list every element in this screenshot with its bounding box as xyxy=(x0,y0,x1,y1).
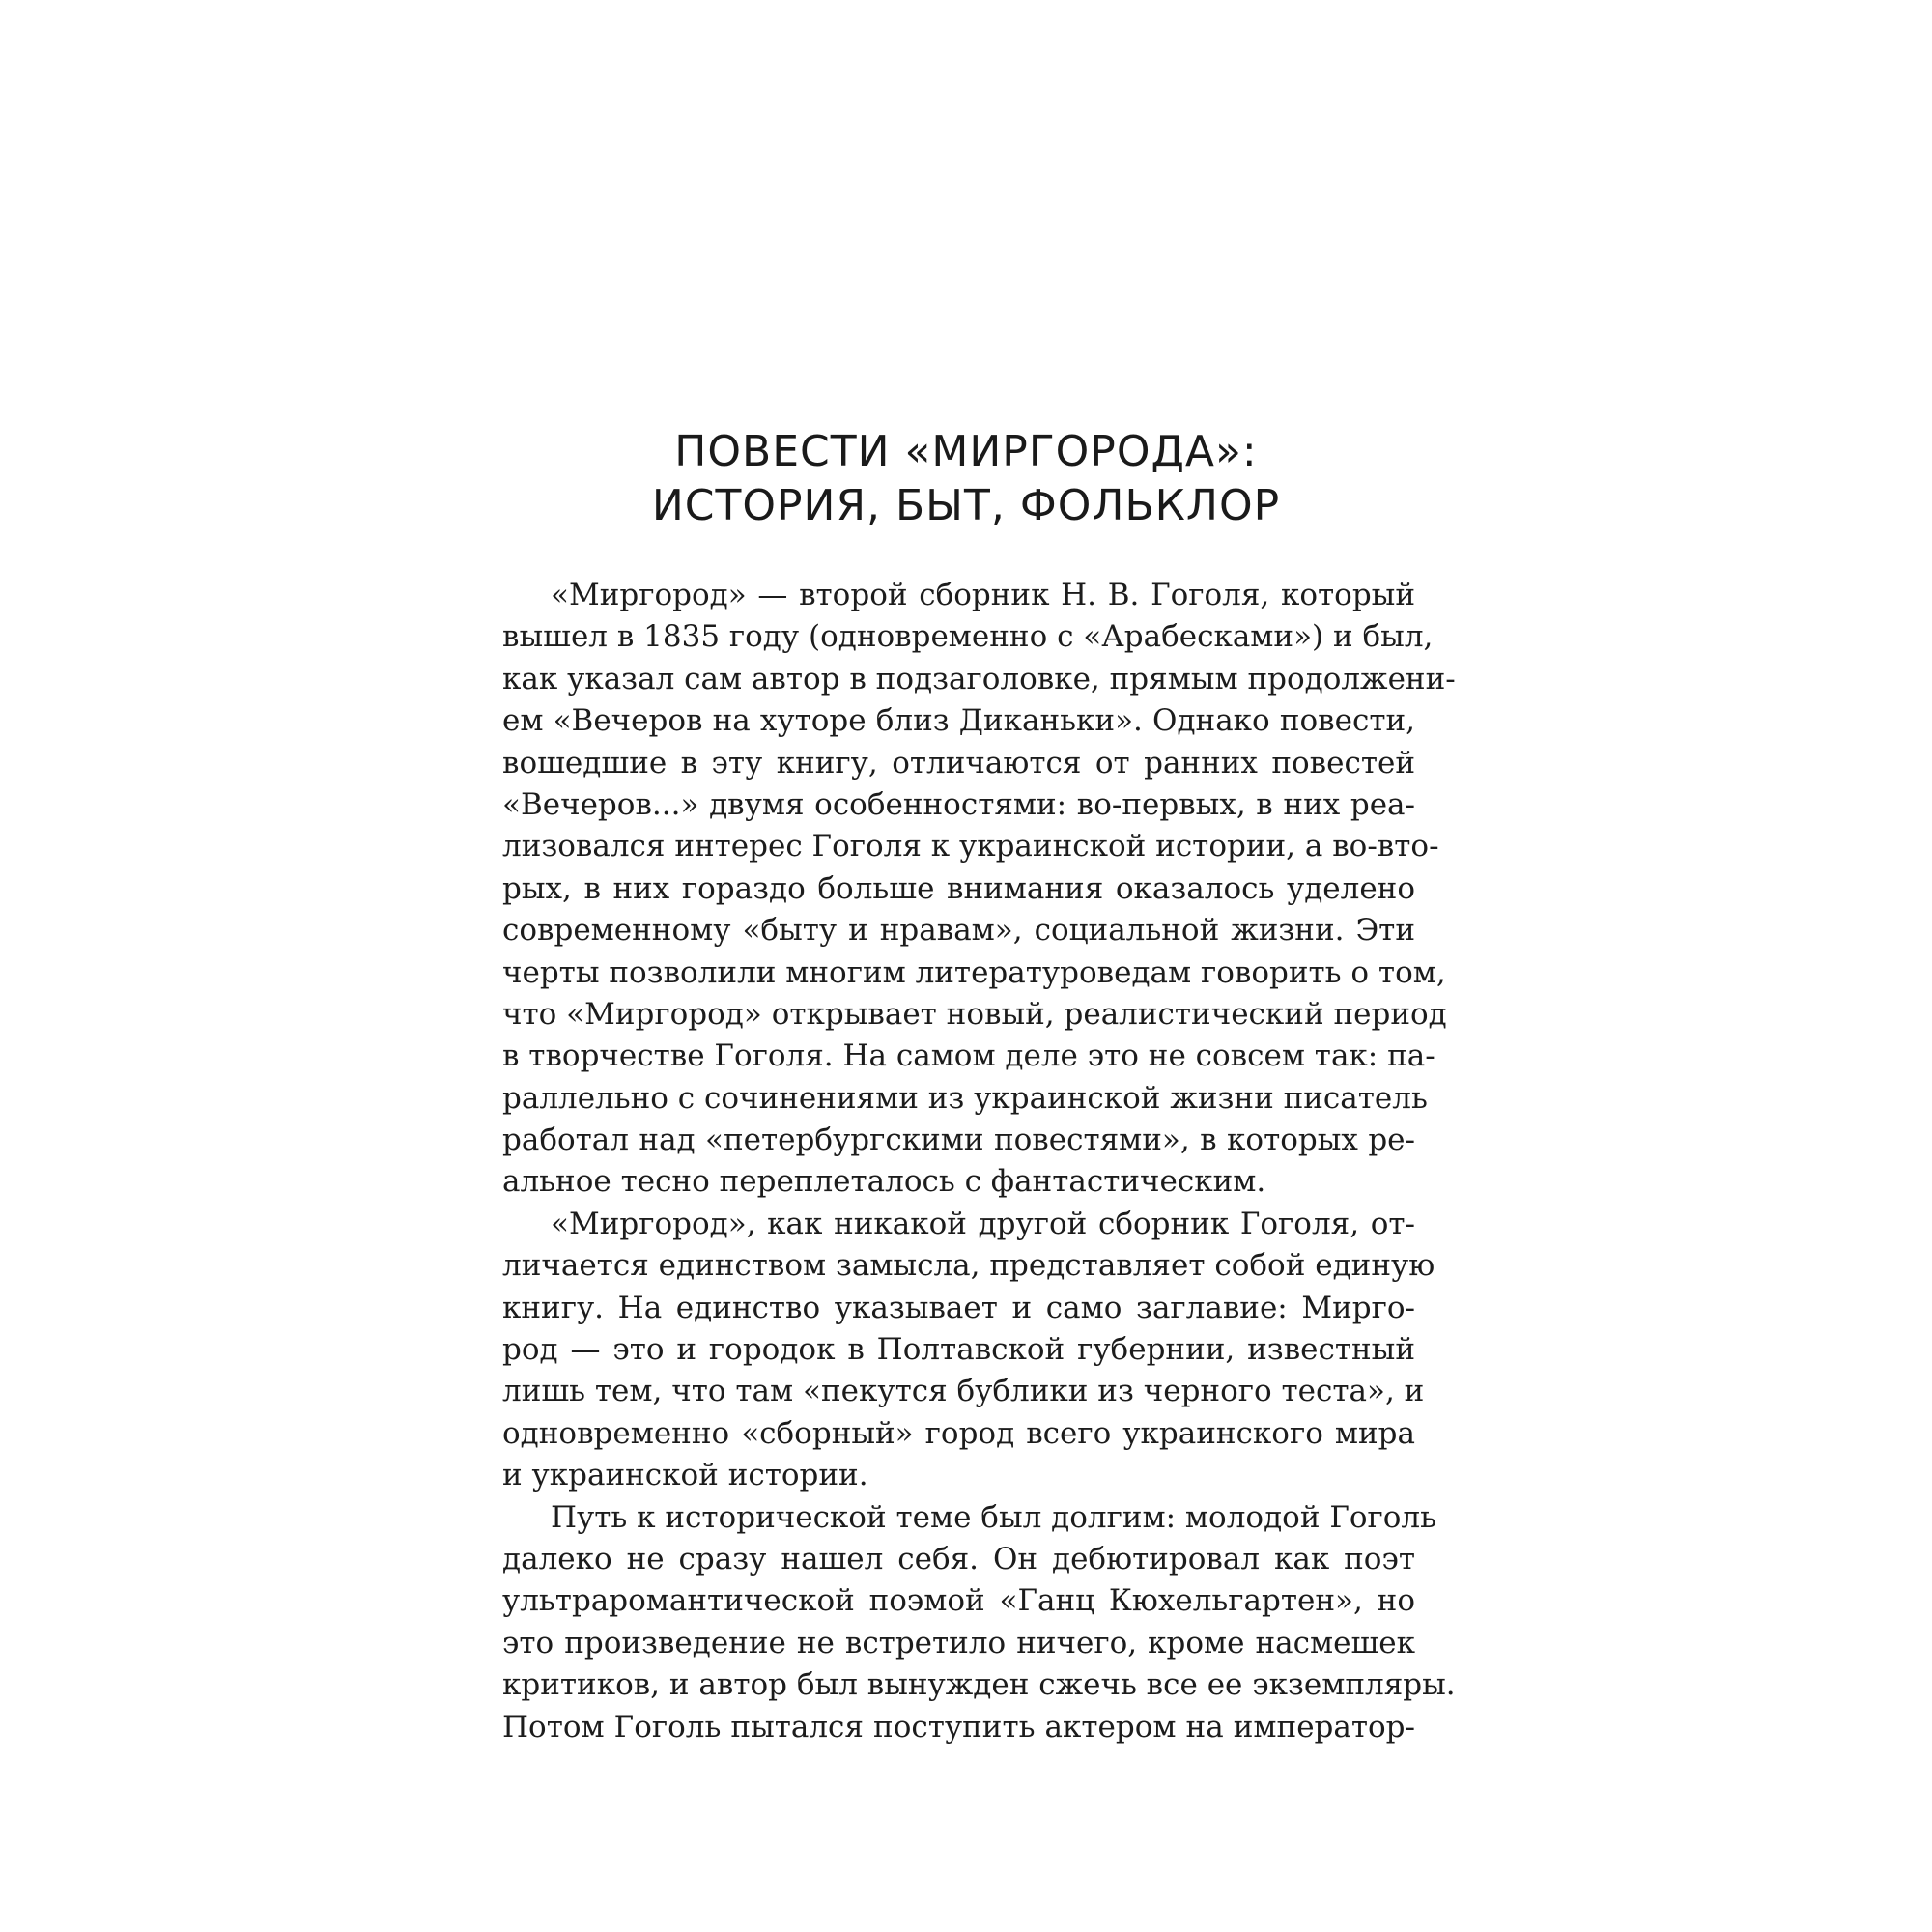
text-line: «Вечеров...» двумя особенностями: во-первых, в них реа- xyxy=(502,786,1415,822)
text-line: одновременно «сборный» город всего украинского мира xyxy=(502,1415,1415,1451)
text-line: род — это и городок в Полтавской губернии, известный xyxy=(502,1332,1415,1368)
text-line: как указал сам автор в подзаголовке, прямым продолжени- xyxy=(502,661,1456,696)
text-line: лизовался интерес Гоголя к украинской истории, а во-вто- xyxy=(502,829,1439,865)
body-text xyxy=(502,575,1456,1748)
text-line: альное тесно переплеталось с фантастическим. xyxy=(502,1164,1266,1200)
text-line: работал над «петербургскими повестями», в которых ре- xyxy=(502,1122,1415,1158)
text-line: это произведение не встретило ничего, кроме насмешек xyxy=(502,1625,1415,1661)
text-line: черты позволили многим литературоведам говорить о том, xyxy=(502,954,1446,990)
text-line: что «Миргород» открывает новый, реалистический период xyxy=(502,996,1447,1032)
text-line: и украинской истории. xyxy=(502,1458,868,1493)
text-line: «Миргород» — второй сборник Н. В. Гоголя, который xyxy=(551,578,1415,612)
text-line: вошедшие в эту книгу, отличаются от ранних повестей xyxy=(502,745,1415,781)
text-line: критиков, и автор был вынужден сжечь все ее экземпляры. xyxy=(502,1667,1456,1703)
text-line: лишь тем, что там «пекутся бублики из черного теста», и xyxy=(502,1374,1425,1409)
text-line: Путь к исторической теме был долгим: молодой Гоголь xyxy=(551,1499,1436,1535)
text-line: книгу. На единство указывает и само заглавие: Мирго- xyxy=(502,1290,1415,1325)
text-line: современному «быту и нравам», социальной жизни. Эти xyxy=(502,913,1415,949)
text-line: вышел в 1835 году (одновременно с «Арабесками») и был, xyxy=(502,619,1434,655)
text-line: далеко не сразу нашел себя. Он дебютировал как поэт xyxy=(502,1541,1415,1577)
text-line: рых, в них гораздо больше внимания оказалось уделено xyxy=(502,870,1415,906)
text-line: в творчестве Гоголя. На самом деле это не совсем так: па- xyxy=(502,1038,1435,1074)
text-line: раллельно с сочинениями из украинской жизни писатель xyxy=(502,1080,1428,1116)
text-line: ем «Вечеров на хуторе близ Диканьки». Однако повести, xyxy=(502,703,1415,739)
text-line: Потом Гоголь пытался поступить актером на император- xyxy=(502,1709,1415,1745)
text-line: «Миргород», как никакой другой сборник Гоголя, от- xyxy=(551,1206,1415,1241)
chapter-heading-line-1: ПОВЕСТИ «МИРГОРОДА»: xyxy=(674,427,1258,476)
text-line: ультраромантической поэмой «Ганц Кюхельгартен», но xyxy=(502,1583,1415,1619)
chapter-heading-line-2: ИСТОРИЯ, БЫТ, ФОЛЬКЛОР xyxy=(651,481,1281,530)
chapter-heading xyxy=(502,425,1430,533)
text-line: личается единством замысла, представляет собой единую xyxy=(502,1248,1435,1284)
